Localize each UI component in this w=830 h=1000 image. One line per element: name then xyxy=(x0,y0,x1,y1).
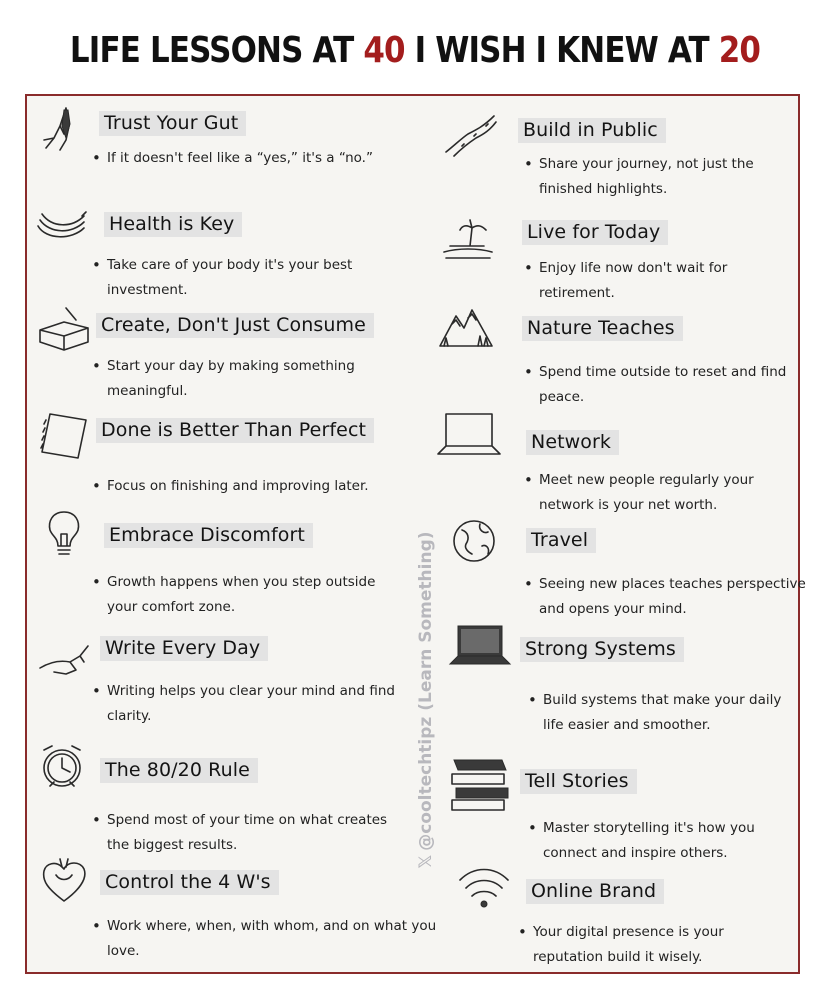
lesson-title: Control the 4 W's xyxy=(100,870,279,895)
globe-icon xyxy=(446,516,502,566)
title-part-2: I WISH I KNEW AT xyxy=(404,30,719,71)
lesson-title: Create, Don't Just Consume xyxy=(96,313,374,338)
lesson-title: Online Brand xyxy=(526,879,664,904)
lesson-title: Build in Public xyxy=(518,118,666,143)
lesson-text: • Focus on finishing and improving later. xyxy=(92,474,417,499)
alarm-clock-icon xyxy=(34,740,90,790)
lesson-text: • Build systems that make your daily life easier and smoother. xyxy=(528,688,803,738)
road-icon xyxy=(442,108,498,158)
lesson-text: • Enjoy life now don't wait for retirement. xyxy=(524,256,799,306)
lesson-text: • Take care of your body it's your best investment. xyxy=(92,253,407,303)
lesson-title: Write Every Day xyxy=(100,636,268,661)
watermark-handle: @cooltechtipz (Learn Something) xyxy=(416,531,436,851)
title-part-1: LIFE LESSONS AT xyxy=(69,30,364,71)
page-title xyxy=(58,30,772,71)
light-bulb-icon xyxy=(36,508,92,558)
lesson-text: • Share your journey, not just the finished highlights. xyxy=(524,152,799,202)
books-icon xyxy=(36,302,92,352)
book-stack-icon xyxy=(448,754,512,812)
lesson-title: Health is Key xyxy=(104,212,242,237)
lesson-title: The 80/20 Rule xyxy=(100,758,258,783)
lesson-text: • Writing helps you clear your mind and find clarity. xyxy=(92,679,407,729)
lesson-title: Embrace Discomfort xyxy=(104,523,313,548)
laptop-dark-icon xyxy=(446,622,514,672)
lesson-title: Done is Better Than Perfect xyxy=(96,418,374,443)
lesson-title: Live for Today xyxy=(522,220,668,245)
island-icon xyxy=(440,212,496,262)
lesson-title: Tell Stories xyxy=(520,769,637,794)
laptop-icon xyxy=(434,410,504,460)
lesson-text: • Master storytelling it's how you connect and inspire others. xyxy=(528,816,803,866)
title-number-20: 20 xyxy=(718,30,761,71)
mountains-icon xyxy=(438,302,494,352)
wifi-icon xyxy=(456,862,512,912)
lesson-title: Strong Systems xyxy=(520,637,684,662)
lesson-title: Travel xyxy=(526,528,596,553)
lesson-title: Nature Teaches xyxy=(522,316,683,341)
lesson-text: • Seeing new places teaches perspective and opens your mind. xyxy=(524,572,809,622)
lesson-text: • Start your day by making something meaningful. xyxy=(92,354,407,404)
notebook-icon xyxy=(36,410,92,460)
lesson-text: • Growth happens when you step outside your comfort zone. xyxy=(92,570,387,620)
lesson-title: Network xyxy=(526,430,619,455)
bananas-icon xyxy=(32,196,88,246)
x-logo-icon: 𝕏 xyxy=(416,854,436,869)
lesson-text: • Spend most of your time on what creates the biggest results. xyxy=(92,808,397,858)
lesson-text: • Spend time outside to reset and find peace. xyxy=(524,360,799,410)
lesson-text: • Work where, when, with whom, and on what you love. xyxy=(92,914,437,964)
praying-hands-icon xyxy=(36,104,92,154)
heart-icon xyxy=(36,855,92,905)
lesson-text: • Your digital presence is your reputation build it wisely. xyxy=(518,920,793,970)
title-number-40: 40 xyxy=(363,30,405,71)
lesson-title: Trust Your Gut xyxy=(99,111,246,136)
lesson-text: • Meet new people regularly your network is your net worth. xyxy=(524,468,799,518)
lesson-text: • If it doesn't feel like a “yes,” it's a “no.” xyxy=(92,146,397,171)
watermark xyxy=(416,531,436,868)
writing-hand-icon xyxy=(36,632,92,682)
